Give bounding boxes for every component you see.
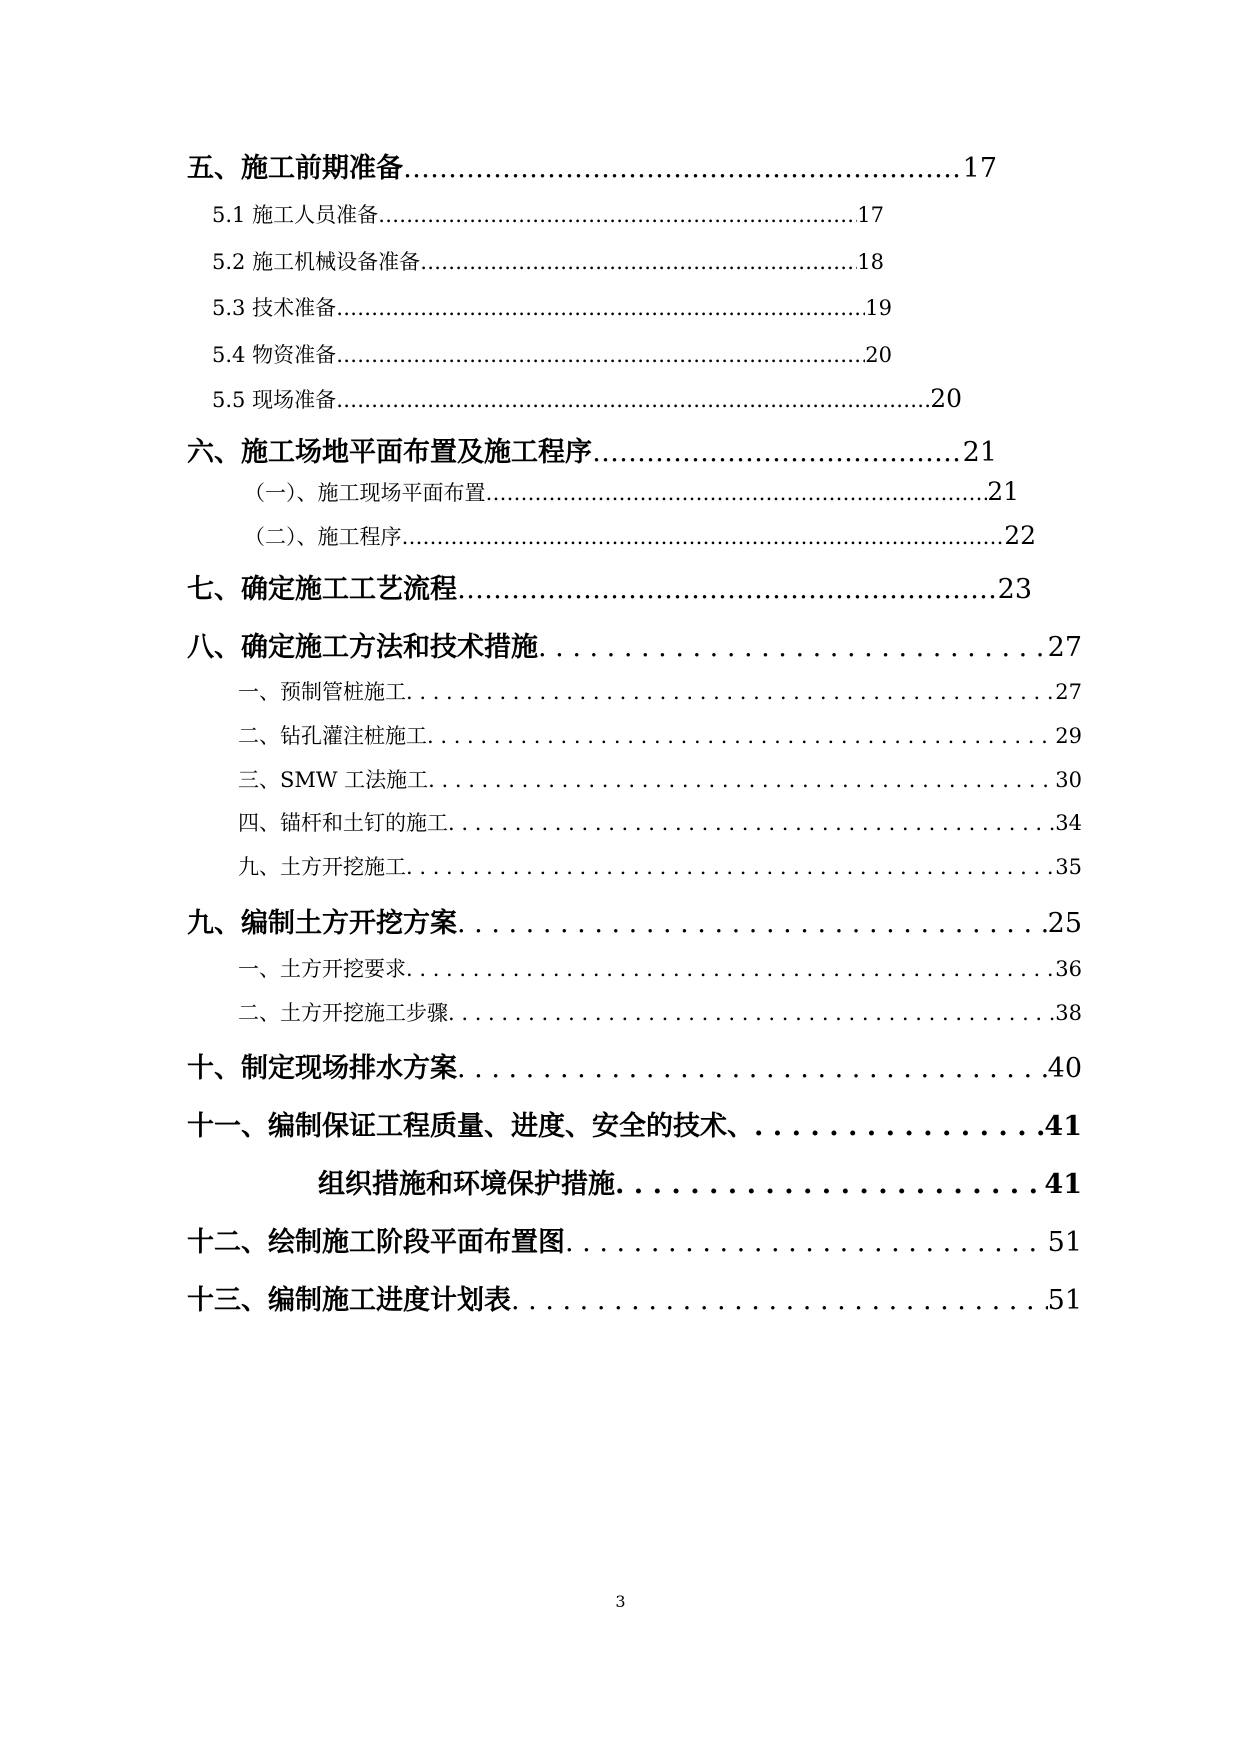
toc-entry-page: 20 bbox=[865, 343, 892, 367]
toc-entry-label: 四、锚杆和土钉的施工 bbox=[238, 811, 448, 835]
toc-entry-page: 23 bbox=[997, 574, 1032, 605]
toc-entry-label: 5.5 现场准备 bbox=[212, 388, 337, 412]
toc-entry bbox=[238, 807, 1082, 837]
toc-entry bbox=[212, 292, 892, 322]
toc-entry-page: 35 bbox=[1055, 855, 1082, 879]
toc-entry-page: 29 bbox=[1055, 724, 1082, 748]
toc-entry-label: 5.1 施工人员准备 bbox=[212, 203, 379, 227]
toc-entry-page: 51 bbox=[1047, 1285, 1082, 1316]
toc-entry bbox=[238, 720, 1082, 750]
page-number: 3 bbox=[615, 1592, 626, 1611]
leader-dots bbox=[336, 388, 930, 412]
toc-entry-label: 五、施工前期准备 bbox=[187, 153, 403, 184]
toc-entry-label: （一）、施工现场平面布置 bbox=[244, 481, 486, 505]
toc-entry-label: 5.2 施工机械设备准备 bbox=[212, 250, 421, 274]
leader-dots bbox=[457, 1053, 1048, 1084]
toc-entry bbox=[187, 1220, 1082, 1259]
toc-entry bbox=[187, 625, 1082, 664]
toc-entry-page: 17 bbox=[857, 203, 884, 227]
leader-dots bbox=[403, 153, 963, 184]
toc-entry bbox=[238, 953, 1082, 983]
toc-entry bbox=[244, 477, 1019, 507]
toc-entry bbox=[187, 901, 1082, 940]
toc-entry-label: 二、钻孔灌注桩施工 bbox=[238, 724, 427, 748]
toc-entry-page: 20 bbox=[930, 384, 962, 413]
leader-dots bbox=[457, 574, 998, 605]
leader-dots bbox=[754, 1111, 1044, 1142]
toc-entry bbox=[238, 764, 1082, 794]
toc-entry-page: 21 bbox=[987, 477, 1019, 506]
toc-entry bbox=[187, 430, 997, 469]
toc-entry-label: （二）、施工程序 bbox=[244, 525, 402, 549]
toc-entry-page: 51 bbox=[1047, 1227, 1082, 1258]
toc-entry bbox=[212, 199, 884, 229]
toc-entry bbox=[238, 997, 1082, 1027]
toc-entry-label: 七、确定施工工艺流程 bbox=[187, 574, 457, 605]
toc-entry-page: 17 bbox=[962, 153, 997, 184]
toc-entry-label: 组织措施和环境保护措施 bbox=[318, 1169, 615, 1200]
toc-entry-label: 5.3 技术准备 bbox=[212, 296, 337, 320]
toc-entry-label: 十三、编制施工进度计划表 bbox=[187, 1285, 511, 1316]
toc-entry-page: 25 bbox=[1047, 908, 1082, 939]
toc-entry-label: 十、制定现场排水方案 bbox=[187, 1053, 457, 1084]
toc-entry bbox=[212, 339, 892, 369]
toc-entry bbox=[187, 1278, 1082, 1317]
toc-entry-page: 19 bbox=[865, 296, 892, 320]
leader-dots bbox=[427, 724, 1055, 748]
leader-dots bbox=[420, 250, 857, 274]
leader-dots bbox=[592, 437, 963, 468]
toc-entry-label: 一、土方开挖要求 bbox=[238, 957, 406, 981]
toc-entry-label: 九、土方开挖施工 bbox=[238, 855, 406, 879]
leader-dots bbox=[448, 1001, 1055, 1025]
toc-entry-label: 六、施工场地平面布置及施工程序 bbox=[187, 437, 592, 468]
toc-entry-page: 27 bbox=[1047, 632, 1082, 663]
leader-dots bbox=[615, 1169, 1044, 1200]
toc-entry-page: 27 bbox=[1055, 680, 1082, 704]
toc-entry bbox=[187, 146, 997, 185]
toc-entry-label: 十一、编制保证工程质量、进度、安全的技术、 bbox=[187, 1111, 754, 1142]
toc-entry-page: 41 bbox=[1044, 1111, 1082, 1142]
toc-entry-label: 三、SMW 工法施工 bbox=[238, 768, 429, 792]
toc-entry-page: 36 bbox=[1055, 957, 1082, 981]
toc-entry bbox=[244, 521, 1036, 551]
leader-dots bbox=[406, 680, 1055, 704]
toc-entry bbox=[318, 1162, 1082, 1201]
toc-entry-page: 21 bbox=[962, 437, 997, 468]
leader-dots bbox=[511, 1285, 1048, 1316]
toc-entry bbox=[187, 567, 1032, 606]
toc-entry-label: 十二、绘制施工阶段平面布置图 bbox=[187, 1227, 565, 1258]
toc-entry-label: 一、预制管桩施工 bbox=[238, 680, 406, 704]
toc-entry-label: 5.4 物资准备 bbox=[212, 343, 337, 367]
leader-dots bbox=[378, 203, 857, 227]
toc-entry-label: 二、土方开挖施工步骤 bbox=[238, 1001, 448, 1025]
toc-entry-page: 34 bbox=[1055, 811, 1082, 835]
toc-entry bbox=[187, 1046, 1082, 1085]
toc-entry bbox=[238, 851, 1082, 881]
leader-dots bbox=[406, 957, 1055, 981]
toc-entry-page: 30 bbox=[1055, 768, 1082, 792]
leader-dots bbox=[457, 908, 1048, 939]
toc-entry-page: 41 bbox=[1044, 1169, 1082, 1200]
leader-dots bbox=[406, 855, 1055, 879]
leader-dots bbox=[402, 525, 1005, 549]
toc-entry-page: 40 bbox=[1047, 1053, 1082, 1084]
leader-dots bbox=[486, 481, 988, 505]
leader-dots bbox=[336, 343, 865, 367]
toc-entry bbox=[212, 384, 962, 414]
toc-entry-label: 九、编制土方开挖方案 bbox=[187, 908, 457, 939]
leader-dots bbox=[538, 632, 1048, 663]
toc-entry bbox=[187, 1104, 1082, 1143]
leader-dots bbox=[448, 811, 1055, 835]
toc-entry-page: 22 bbox=[1004, 521, 1036, 550]
toc-entry bbox=[212, 246, 884, 276]
leader-dots bbox=[336, 296, 865, 320]
toc-entry bbox=[238, 676, 1082, 706]
leader-dots bbox=[565, 1227, 1048, 1258]
toc-entry-page: 38 bbox=[1055, 1001, 1082, 1025]
toc-entry-label: 八、确定施工方法和技术措施 bbox=[187, 632, 538, 663]
leader-dots bbox=[428, 768, 1055, 792]
toc-entry-page: 18 bbox=[857, 250, 884, 274]
